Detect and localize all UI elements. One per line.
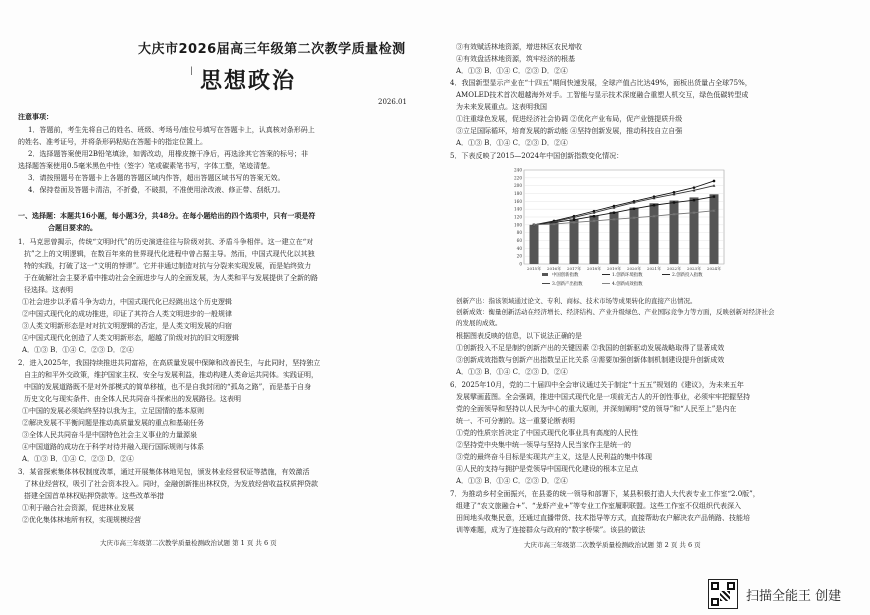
section-heading: 一、选择题：本题共16小题，每小题3分，共48分。在每小题给出的四个选项中，只有一项是符 bbox=[18, 211, 316, 220]
y-tick-label: 240 bbox=[514, 167, 522, 173]
question-4-line: 4．我国新型显示产业在“十四五”期间快速发展，全球产值占比达49%，面板出货量占全球75%， bbox=[450, 79, 752, 87]
question-3-line: 了林业经营权，吸引了社会资本投入。同时，金融创新推出林权贷，为发放经营收益权质押贷款 bbox=[24, 480, 318, 488]
x-tick-label: 2016年 bbox=[546, 266, 562, 271]
x-tick-label: 2018年 bbox=[586, 266, 602, 271]
question-2-option: ③全体人民共同奋斗是中国特色社会主义事业的力量源泉 bbox=[22, 431, 197, 439]
question-2-option: ①中国的发展必须始终坚持以我为主，立足国情的基本原则 bbox=[22, 407, 204, 415]
y-tick-label: 60 bbox=[516, 238, 522, 243]
x-tick-label: 2017年 bbox=[566, 266, 582, 271]
x-tick-label: 2020年 bbox=[626, 266, 642, 271]
legend-label: 2.创新投入指数 bbox=[672, 273, 703, 278]
page-footer: 大庆市高三年级第二次教学质量检测政治试题 第 1 页 共 6 页 bbox=[100, 539, 277, 547]
question-7-line: 7．为推动乡村全面振兴，在县委的统一领导和部署下，某县积极打造人大代表专业工作室“2.0版”， bbox=[450, 490, 760, 498]
question-6-line: 发展擘画蓝图。全会强调，推进中国式现代化是一项前无古人的开创性事业，必须牢牢把握坚持 bbox=[456, 393, 750, 401]
question-3-option: ①利于融合社会资源，促进林业发展 bbox=[22, 504, 134, 512]
question-2-line: 自主的和平外交政策，维护国家主权、安全与发展利益，推动构建人类命运共同体。实践证明， bbox=[24, 371, 318, 379]
question-5-stem: 5．下表反映了2015—2024年中国创新指数变化情况： bbox=[450, 152, 624, 160]
legend-swatch bbox=[542, 273, 548, 276]
question-5-choices: A．①③ B．①④ C．②③ D．②④ bbox=[456, 368, 568, 376]
data-point bbox=[633, 208, 635, 210]
innovation-index-chart bbox=[502, 164, 732, 300]
bar bbox=[590, 215, 599, 264]
question-4-option: ③立足国际循环，培育发展的新动能 ④坚持创新发展，推动科技自立自强 bbox=[456, 127, 683, 135]
question-1-option: ③人类文明新形态是对对抗文明逻辑的否定，是人类文明发展的归宿 bbox=[22, 322, 232, 330]
notice-line: 1．答题前，考生先将自己的姓名、班级、考场号/座位号填写在答题卡上，认真核对条形码上 bbox=[28, 126, 315, 134]
y-tick-label: 220 bbox=[514, 175, 522, 181]
section-heading-cont: 合题目要求的。 bbox=[48, 223, 97, 232]
legend-label: 3.创新产出指数 bbox=[552, 282, 583, 287]
question-1-option: ②中国式现代化的成功推进，印证了其符合人类文明进步的一般规律 bbox=[22, 310, 232, 318]
question-1-option: ①社会进步以矛盾斗争为动力，中国式现代化已经跳出这个历史逻辑 bbox=[22, 298, 232, 306]
y-tick-label: 140 bbox=[514, 206, 522, 212]
data-point bbox=[653, 204, 655, 206]
x-tick-label: 2015年 bbox=[526, 266, 542, 271]
question-2-option: ②解决发展不平衡问题是推动高质量发展的重点和基础任务 bbox=[22, 419, 204, 427]
bar bbox=[670, 201, 679, 264]
bar bbox=[530, 225, 539, 264]
question-6-line: 统一、不可分割的。这一重要论断表明 bbox=[456, 417, 575, 425]
subject-title: 思想政治 bbox=[200, 69, 297, 94]
question-3-line: 3．某省探索集体林权制度改革，通过开展集体林地见包，颁发林业经营权证等措施，有效激活 bbox=[18, 468, 310, 476]
bar bbox=[690, 197, 699, 264]
y-tick-label: 160 bbox=[514, 198, 522, 204]
question-4-line: AMOLED技术首次超越海外对手。工智能与显示技术深度融合重塑人机交互，绿色低碳转型成 bbox=[456, 91, 749, 99]
x-tick-label: 2023年 bbox=[686, 266, 702, 271]
data-point bbox=[673, 201, 675, 203]
question-1-line: 抗”之上的文明逻辑，在数百年来的世界现代化进程中曾占据主导。然而，中国式现代化以其独 bbox=[24, 250, 315, 258]
bar bbox=[630, 208, 639, 264]
question-7-line: 组建了“农文旅融合+”、“龙虾产业+”等专业工作室履职联盟。这些工作室不仅组织代表深入 bbox=[456, 502, 742, 510]
notice-line: 的姓名、准考证号，并将条形码粘贴在答题卡的指定位置上。 bbox=[18, 138, 207, 146]
data-point bbox=[693, 186, 696, 189]
question-4-choices: A．①③ B．①④ C．②③ D．②④ bbox=[456, 139, 568, 147]
y-tick-label: 100 bbox=[514, 222, 522, 228]
question-2-line: 中国的发展道路既不是对外部模式的简单移植，也不是自我封闭的“孤岛之路”，而是基于自身 bbox=[24, 383, 312, 391]
exam-date: 2026.01 bbox=[378, 98, 407, 106]
x-tick-label: 2021年 bbox=[646, 266, 662, 271]
notice-heading: 注意事项： bbox=[18, 112, 53, 121]
qr-code-icon bbox=[708, 579, 738, 609]
question-2-line: 2．进入2025年，我国持续推进共同富裕，在高质量发展中保障和改善民生，与此同时，坚持独立 bbox=[18, 359, 321, 367]
bar bbox=[650, 203, 659, 264]
margin-mark: | bbox=[190, 66, 193, 75]
scanner-watermark bbox=[708, 577, 870, 611]
x-tick-label: 2022年 bbox=[666, 266, 682, 271]
question-6-line: 6．2025年10月，党的二十届四中全会审议通过关于制定“十五五”规划的《建议》，为未来五年 bbox=[450, 381, 744, 389]
notice-line: 2．选择题答案使用2B铅笔填涂，如需改动，用橡皮擦干净后，再选涂其它答案的标号；非 bbox=[28, 150, 309, 158]
question-3-option: ②优化集体林地所有权，实现规模经营 bbox=[22, 516, 141, 524]
question-3-option: ④有效盘活林地资源，筑牢经济的根基 bbox=[456, 55, 575, 63]
question-6-option: ③党的最终奋斗目标是实现共产主义，这是人民利益的集中体现 bbox=[456, 453, 652, 461]
question-2-option: ④中国道路的成功在于科学对待并融入现行国际规则与体系 bbox=[22, 443, 204, 451]
question-6-option: ②坚持党中央集中统一领导与坚持人民当家作主是统一的 bbox=[456, 441, 631, 449]
question-5-prompt: 根据图表反映的信息，以下说法正确的是 bbox=[456, 332, 582, 340]
data-point bbox=[593, 215, 595, 217]
right-page bbox=[436, 0, 870, 615]
y-tick-label: 180 bbox=[514, 191, 522, 196]
question-2-line: 历史文化与现实条件、由全体人民共同奋斗探索出的发展路径。这表明 bbox=[24, 395, 241, 403]
question-3-line: 搭建全国首单林权贴押贷款等。这些改革举措 bbox=[24, 492, 164, 500]
question-2-choices: A．①③ B．①④ C．②③ D．②④ bbox=[22, 455, 134, 463]
question-6-line: 党的全面领导和坚持以人民为中心的重大原则，并深刻阐明“党的领导”和“人民至上”是内在 bbox=[456, 405, 737, 413]
question-3-choices: A．①③ B．①④ C．②③ D．②④ bbox=[456, 67, 568, 75]
y-tick-label: 0 bbox=[519, 261, 522, 267]
x-tick-label: 2024年 bbox=[706, 266, 722, 271]
chart-note: 创新成效：衡量创新活动在经济增长、经济结构、产业升级绿色、产业国际竞争力等方面，反映创新对经济社会 bbox=[456, 308, 775, 316]
y-tick-label: 40 bbox=[516, 245, 522, 251]
legend-label: 中国创新指数 bbox=[552, 273, 579, 278]
data-point bbox=[693, 199, 695, 201]
question-6-option: ④人民的支持与拥护是党领导中国现代化建设的根本立足点 bbox=[456, 465, 638, 473]
question-7-line: 训等难题，成为了连接群众与政府的“数字桥梁”。该县的做法 bbox=[456, 526, 646, 534]
y-tick-label: 20 bbox=[516, 253, 522, 259]
y-tick-label: 200 bbox=[514, 183, 522, 189]
question-1-line: 特的实践，打破了这一“文明的悖谬”。它并非通过制造对抗与分裂来实现发展，而是始终致力 bbox=[24, 262, 312, 270]
chart-note: 创新产出：指该领域通过论文、专利、商标、技术市场等成果转化的直接产出情况。 bbox=[456, 297, 697, 305]
y-tick-label: 120 bbox=[514, 214, 522, 220]
legend-label: 4.创新成效指数 bbox=[612, 282, 643, 287]
question-3-option: ③有效赋活林地资源，增进林区农民增收 bbox=[456, 43, 582, 51]
question-1-option: ④中国式现代化创造了人类文明新形态，超越了阶级对抗的旧文明逻辑 bbox=[22, 334, 239, 342]
x-tick-label: 2019年 bbox=[606, 266, 622, 271]
question-5-option: ①创新投入不足是制约创新产出的关键因素 ②我国的创新驱动发展战略取得了显著成效 bbox=[456, 344, 725, 352]
data-point bbox=[573, 219, 575, 221]
question-1-line: 于在破解社会主要矛盾中推动社会全面进步与人的全面发展，为人类和平与发展提供了全新的路 bbox=[24, 274, 318, 282]
y-tick-label: 80 bbox=[516, 230, 522, 236]
question-5-option: ③创新成效指数与创新产出指数呈正比关系 ④需要加强创新体制机制建设提升创新成效 bbox=[456, 356, 725, 364]
data-point bbox=[713, 195, 715, 197]
data-point bbox=[613, 211, 615, 213]
bar bbox=[570, 219, 579, 264]
notice-line: 4．保持卷面及答题卡清洁，不折叠，不破损，不准使用涂改液、修正带、刮纸刀。 bbox=[28, 186, 285, 194]
data-point bbox=[713, 180, 716, 183]
question-1-line: 1．马克思曾揭示，传统“文明时代”的历史演进往往与阶级对抗、矛盾斗争相伴。这一建立在“对 bbox=[18, 238, 314, 246]
bar bbox=[550, 222, 559, 264]
question-1-line: 径选择。这表明 bbox=[24, 286, 73, 294]
question-4-option: ①注重绿色发展，促进经济社会协调 ②优化产业布局，促产业链提质升级 bbox=[456, 115, 683, 123]
question-6-choices: A．①③ B．①④ C．②③ D．②④ bbox=[456, 477, 568, 485]
question-6-option: ①党的性质宗旨决定了中国式现代化事业具有高度的人民性 bbox=[456, 429, 638, 437]
notice-line: 选择题答案使用0.5毫米黑色中性（签字）笔或碳素笔书写，字体工整，笔迹清楚。 bbox=[18, 162, 275, 170]
bar bbox=[710, 194, 719, 264]
legend-label: 1.创新环境指数 bbox=[612, 273, 643, 278]
question-1-choices: A．①③ B．①④ C．②③ D．②④ bbox=[22, 346, 134, 354]
page-footer: 大庆市高三年级第二次教学质量检测政治试题 第 2 页 共 6 页 bbox=[524, 541, 701, 549]
chart-note: 的发展的成效。 bbox=[456, 319, 502, 327]
exam-title: 大庆市2026届高三年级第二次教学质量检测 bbox=[138, 42, 406, 57]
watermark-text: 扫描全能王 创建 bbox=[746, 588, 842, 604]
notice-line: 3．请按照题号在答题卡上各题的答题区域内作答，超出答题区域书写的答案无效。 bbox=[28, 174, 285, 182]
question-7-line: 田间地头收集民意，还通过直播带货、技术指导等方式，直接帮助农户解决农产品销路、技能培 bbox=[456, 514, 750, 522]
question-4-line: 为未来发展重点。这表明我国 bbox=[456, 103, 547, 111]
